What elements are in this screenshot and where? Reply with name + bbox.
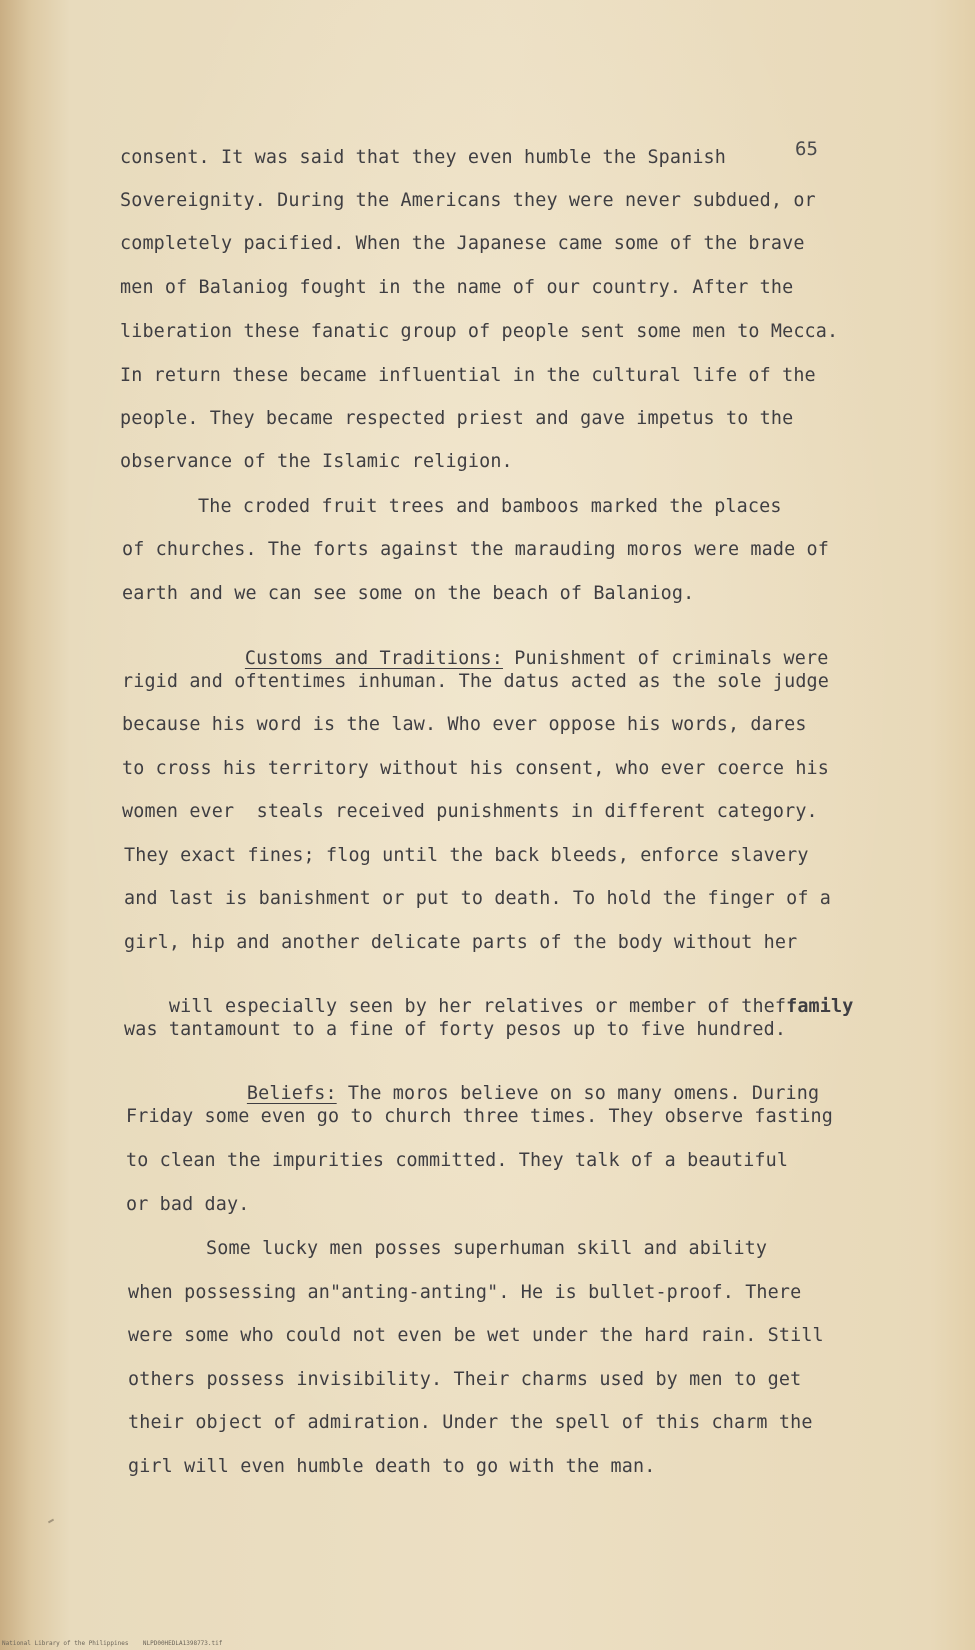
text-line: liberation these fanatic group of people sent some men to Mecca. bbox=[120, 321, 839, 342]
text-line: girl will even humble death to go with the man. bbox=[128, 1456, 656, 1477]
text-line: consent. It was said that they even humble the Spanish bbox=[120, 147, 726, 168]
text-line: or bad day. bbox=[126, 1194, 250, 1215]
text-line: Sovereignity. During the Americans they were never subdued, or bbox=[120, 190, 816, 211]
text-line: earth and we can see some on the beach of Balaniog. bbox=[122, 583, 695, 604]
text-line: men of Balaniog fought in the name of our country. After the bbox=[120, 277, 794, 298]
scan-footer: National Library of the Philippines NLPD00HEDLA1398773.tif bbox=[2, 1640, 223, 1647]
overstruck-word: family bbox=[786, 996, 854, 1017]
text-line: observance of the Islamic religion. bbox=[120, 451, 513, 472]
text-line: and last is banishment or put to death. To hold the finger of a bbox=[124, 888, 831, 909]
line-text: Punishment of criminals were bbox=[503, 648, 829, 669]
text-line: Some lucky men posses superhuman skill and ability bbox=[206, 1238, 768, 1259]
text-line: They exact fines; flog until the back bleeds, enforce slavery bbox=[124, 845, 809, 866]
text-line: of churches. The forts against the marauding moros were made of bbox=[122, 539, 829, 560]
text-line: because his word is the law. Who ever oppose his words, dares bbox=[122, 714, 807, 735]
text-line: The croded fruit trees and bamboos marked the places bbox=[198, 496, 782, 517]
text-line: to cross his territory without his consent, who ever coerce his bbox=[122, 758, 829, 779]
text-line: In return these became influential in the cultural life of the bbox=[120, 365, 816, 386]
text-line: was tantamount to a fine of forty pesos up to five hundred. bbox=[124, 1019, 787, 1040]
text-line: Friday some even go to church three times. They observe fasting bbox=[126, 1106, 833, 1127]
text-line: women ever steals received punishments in different category. bbox=[122, 801, 818, 822]
section-heading-customs: Customs and Traditions: bbox=[244, 648, 503, 669]
text-line: others possess invisibility. Their charms used by men to get bbox=[128, 1369, 802, 1390]
text-line: were some who could not even be wet under the hard rain. Still bbox=[128, 1325, 824, 1346]
line-text: The moros believe on so many omens. During bbox=[336, 1083, 820, 1104]
text-line: rigid and oftentimes inhuman. The datus acted as the sole judge bbox=[122, 671, 829, 692]
paper-speck bbox=[48, 1519, 54, 1524]
text-line: their object of admiration. Under the spell of this charm the bbox=[128, 1412, 813, 1433]
text-line: to clean the impurities committed. They talk of a beautiful bbox=[126, 1150, 789, 1171]
text-line: when possessing an"anting-anting". He is bullet-proof. There bbox=[128, 1282, 802, 1303]
section-heading-beliefs: Beliefs: bbox=[246, 1083, 337, 1104]
line-text: will especially seen by her relatives or member of thef bbox=[168, 996, 787, 1017]
page-number: 65 bbox=[795, 138, 818, 160]
text-line: people. They became respected priest and gave impetus to the bbox=[120, 408, 794, 429]
text-line: completely pacified. When the Japanese came some of the brave bbox=[120, 233, 805, 254]
text-line: girl, hip and another delicate parts of the body without her bbox=[124, 932, 798, 953]
